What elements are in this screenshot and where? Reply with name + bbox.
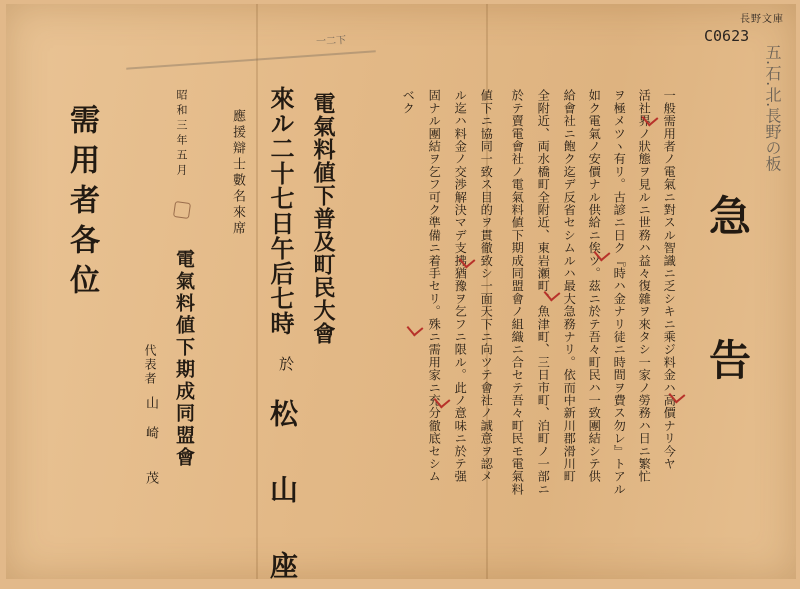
- body-line: 固ナル團結ヲ乞フ可ク準備ニ着手セリ。殊ニ需用家ニ充分徹底セシム: [427, 89, 442, 483]
- meeting-time: 來ル二十七日午后七時: [266, 86, 295, 336]
- speakers-note: 應援辯士數名來席: [230, 109, 245, 237]
- body-line: 全附近、両水橋町全附近、東岩瀬町、魚津町、三日市町、泊町ノ一部ニ: [536, 89, 551, 496]
- representative-label: 代表者: [143, 344, 157, 386]
- body-line: 於テ賣電會社ノ電氣料値下期成同盟會ノ組織ニ合セテ吾々町民モ電氣料: [510, 89, 525, 496]
- archive-stamp: [704, 10, 784, 45]
- representative-name: 山 崎 茂: [143, 396, 158, 486]
- archive-code: C0623: [704, 27, 750, 45]
- check-mark-icon: [407, 320, 424, 337]
- pencil-note: 五.石.北.長野の板: [763, 44, 782, 172]
- body-line: ル迄ハ料金ノ交渉解決マデ支拂猶豫ヲ乞フニ限ル。此ノ意味ニ於テ强: [453, 89, 468, 483]
- body-line: 一般需用者ノ電氣ニ對スル智識ニ乏シキニ乘ジ料金ハ高價ナリ今ヤ: [662, 89, 677, 470]
- body-line: ヲ極メツヽ有リ。古諺ニ日ク『時ハ金ナリ徒ニ時間ヲ費ス勿レ』トアル: [612, 89, 627, 496]
- body-line: 値下ニ協同一致ス目的ヲ貫徹致シ一面天下ニ向ツテ會社ノ誠意ヲ認メ: [479, 89, 494, 483]
- body-line: 給會社ニ飽ク迄デ反省セシムルハ最大急務ナリ。依而中新川郡滑川町: [562, 89, 577, 483]
- pencil-stroke: [126, 50, 376, 69]
- signature-mark: [173, 201, 191, 219]
- page-title: 急 告: [703, 194, 752, 410]
- venue-name: 松 山 座: [266, 399, 299, 589]
- pencil-top-note: 一二下: [315, 35, 347, 48]
- organization-name: 電氣料値下期成同盟會: [173, 249, 195, 469]
- body-line: ベク: [401, 89, 416, 115]
- fold-line: [256, 4, 258, 579]
- venue-label: 於: [277, 356, 295, 371]
- body-line: 活社界ノ狀態ヲ見ルニ世務ハ益々復雜ヲ來タシ一家ノ勞務ハ日ニ繁忙: [637, 89, 652, 483]
- poster-sheet: [6, 4, 796, 589]
- archive-name: 長野文庫: [740, 14, 784, 25]
- meeting-name: 電氣料値下普及町民大會: [310, 92, 336, 345]
- issue-date: 昭和三年五月: [175, 89, 188, 179]
- body-line: 如ク電氣ノ安價ナル供給ニ俟ツ。茲ニ於テ吾々町民ハ一致團結シテ供: [587, 89, 602, 483]
- addressee: 需用者各位: [64, 104, 99, 304]
